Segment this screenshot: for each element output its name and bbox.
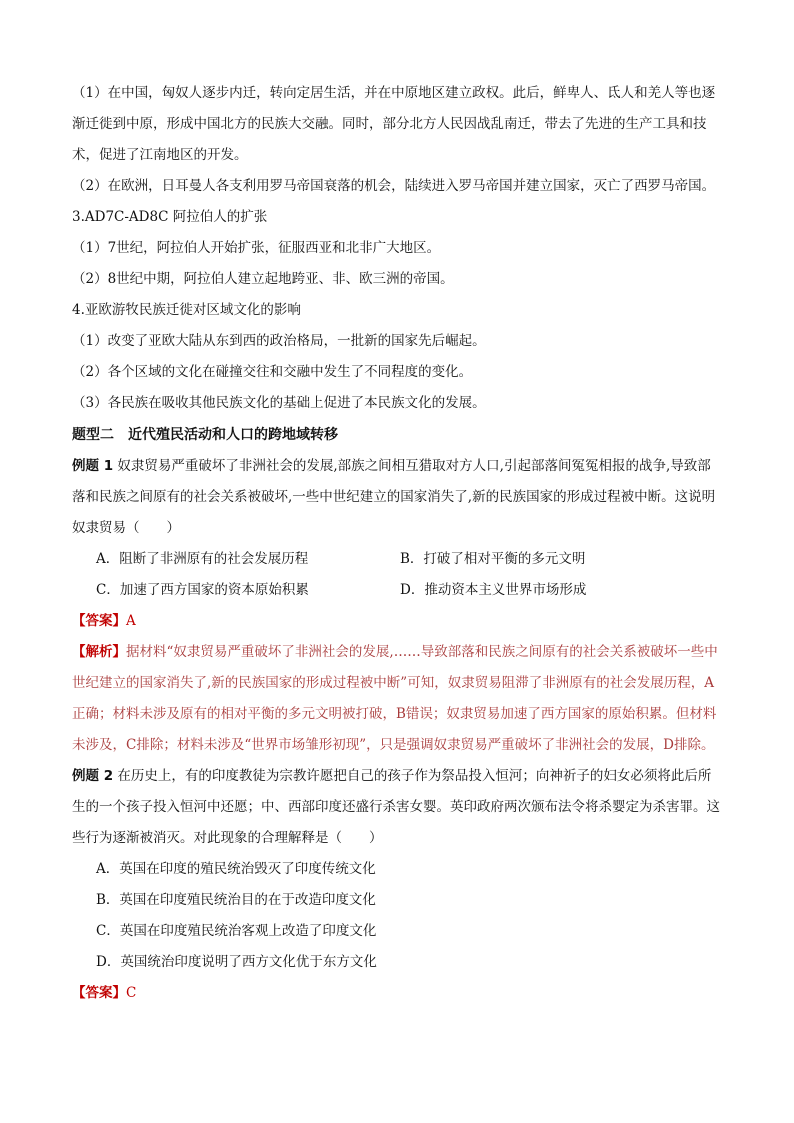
option-b: B．打破了相对平衡的多元文明 — [400, 551, 586, 567]
example-1-label: 例题 1 — [72, 458, 114, 474]
example-1-text: 奴隶贸易严重破坏了非洲社会的发展,部族之间相互猎取对方人口,引起部落间冤冤相报的战争,导致部落和民族之间原有的社会关系被破坏,一些中世纪建立的国家消失了,新的民族国家的形成过程被中断。这说明奴隶贸易（ ） — [72, 458, 716, 536]
analysis-text: 据材料“奴隶贸易严重破坏了非洲社会的发展,……导致部落和民族之间原有的社会关系被破坏一些中世纪建立的国家消失了,新的民族国家的形成过程被中断”可知，奴隶贸易阻滞了非洲原有的社会发展历程，A正确；材料未涉及原有的相对平衡的多元文明被打破，B错误；奴隶贸易加速了西方国家的原始积累。但材料未涉及，C排除；材料未涉及“世界市场雏形初现”，只是强调奴隶贸易严重破坏了非洲社会的发展，D排除。 — [72, 644, 718, 753]
paragraph-china-migration: （1）在中国，匈奴人逐步内迁，转向定居生活，并在中原地区建立政权。此后，鲜卑人、氐人和羌人等也逐渐迁徙到中原，形成中国北方的民族大交融。同时，部分北方人民因战乱南迁，带去了先进的生产工具和技术，促进了江南地区的开发。 — [72, 85, 716, 163]
example-1-answer — [72, 606, 724, 637]
example-1-question — [72, 451, 724, 544]
answer-value: A — [126, 613, 136, 629]
subheading-migration-impact: 4.亚欧游牧民族迁徙对区域文化的影响 — [72, 302, 301, 318]
example-1-options — [96, 544, 724, 606]
list-item: （1）改变了亚欧大陆从东到西的政治格局，一批新的国家先后崛起。 — [72, 333, 486, 349]
answer-value: C — [126, 985, 137, 1001]
example-2-options — [96, 854, 724, 978]
section-heading: 题型二 近代殖民活动和人口的跨地域转移 — [72, 427, 338, 443]
option-a: A．英国在印度的殖民统治毁灭了印度传统文化 — [96, 861, 376, 877]
example-2-question — [72, 761, 724, 854]
answer-tag: 【答案】 — [72, 613, 126, 629]
example-2-answer — [72, 978, 724, 1009]
example-2-label: 例题 2 — [72, 768, 114, 784]
answer-tag: 【答案】 — [72, 985, 126, 1001]
option-d: D．英国统治印度说明了西方文化优于东方文化 — [96, 954, 377, 970]
list-item: （2）8世纪中期，阿拉伯人建立起地跨亚、非、欧三洲的帝国。 — [72, 271, 454, 287]
subheading-arab-expansion: 3.AD7C-AD8C 阿拉伯人的扩张 — [72, 209, 268, 225]
paragraph-europe-migration: （2）在欧洲，日耳曼人各支利用罗马帝国衰落的机会，陆续进入罗马帝国并建立国家，灭亡了西罗马帝国。 — [72, 178, 716, 194]
list-item: （1）7世纪，阿拉伯人开始扩张，征服西亚和北非广大地区。 — [72, 240, 441, 256]
example-2-text: 在历史上，有的印度教徒为宗教许愿把自己的孩子作为祭品投入恒河；向神祈子的妇女必须将此后所生的一个孩子投入恒河中还愿；中、西部印度还盛行杀害女婴。英印政府两次颁布法令将杀婴定为杀害罪。这些行为逐渐被消灭。对此现象的合理解释是（ ） — [72, 768, 720, 846]
document-page — [72, 78, 724, 1009]
option-a: A．阻断了非洲原有的社会发展历程 — [96, 551, 309, 567]
option-d: D．推动资本主义世界市场形成 — [400, 582, 587, 598]
example-1-analysis — [72, 637, 724, 761]
option-c: C．英国在印度殖民统治客观上改造了印度文化 — [96, 923, 377, 939]
list-item: （2）各个区域的文化在碰撞交往和交融中发生了不同程度的变化。 — [72, 364, 473, 380]
option-b: B．英国在印度殖民统治目的在于改造印度文化 — [96, 892, 376, 908]
analysis-tag: 【解析】 — [72, 644, 126, 660]
list-item: （3）各民族在吸收其他民族文化的基础上促进了本民族文化的发展。 — [72, 395, 486, 411]
option-c: C．加速了西方国家的资本原始积累 — [96, 582, 309, 598]
